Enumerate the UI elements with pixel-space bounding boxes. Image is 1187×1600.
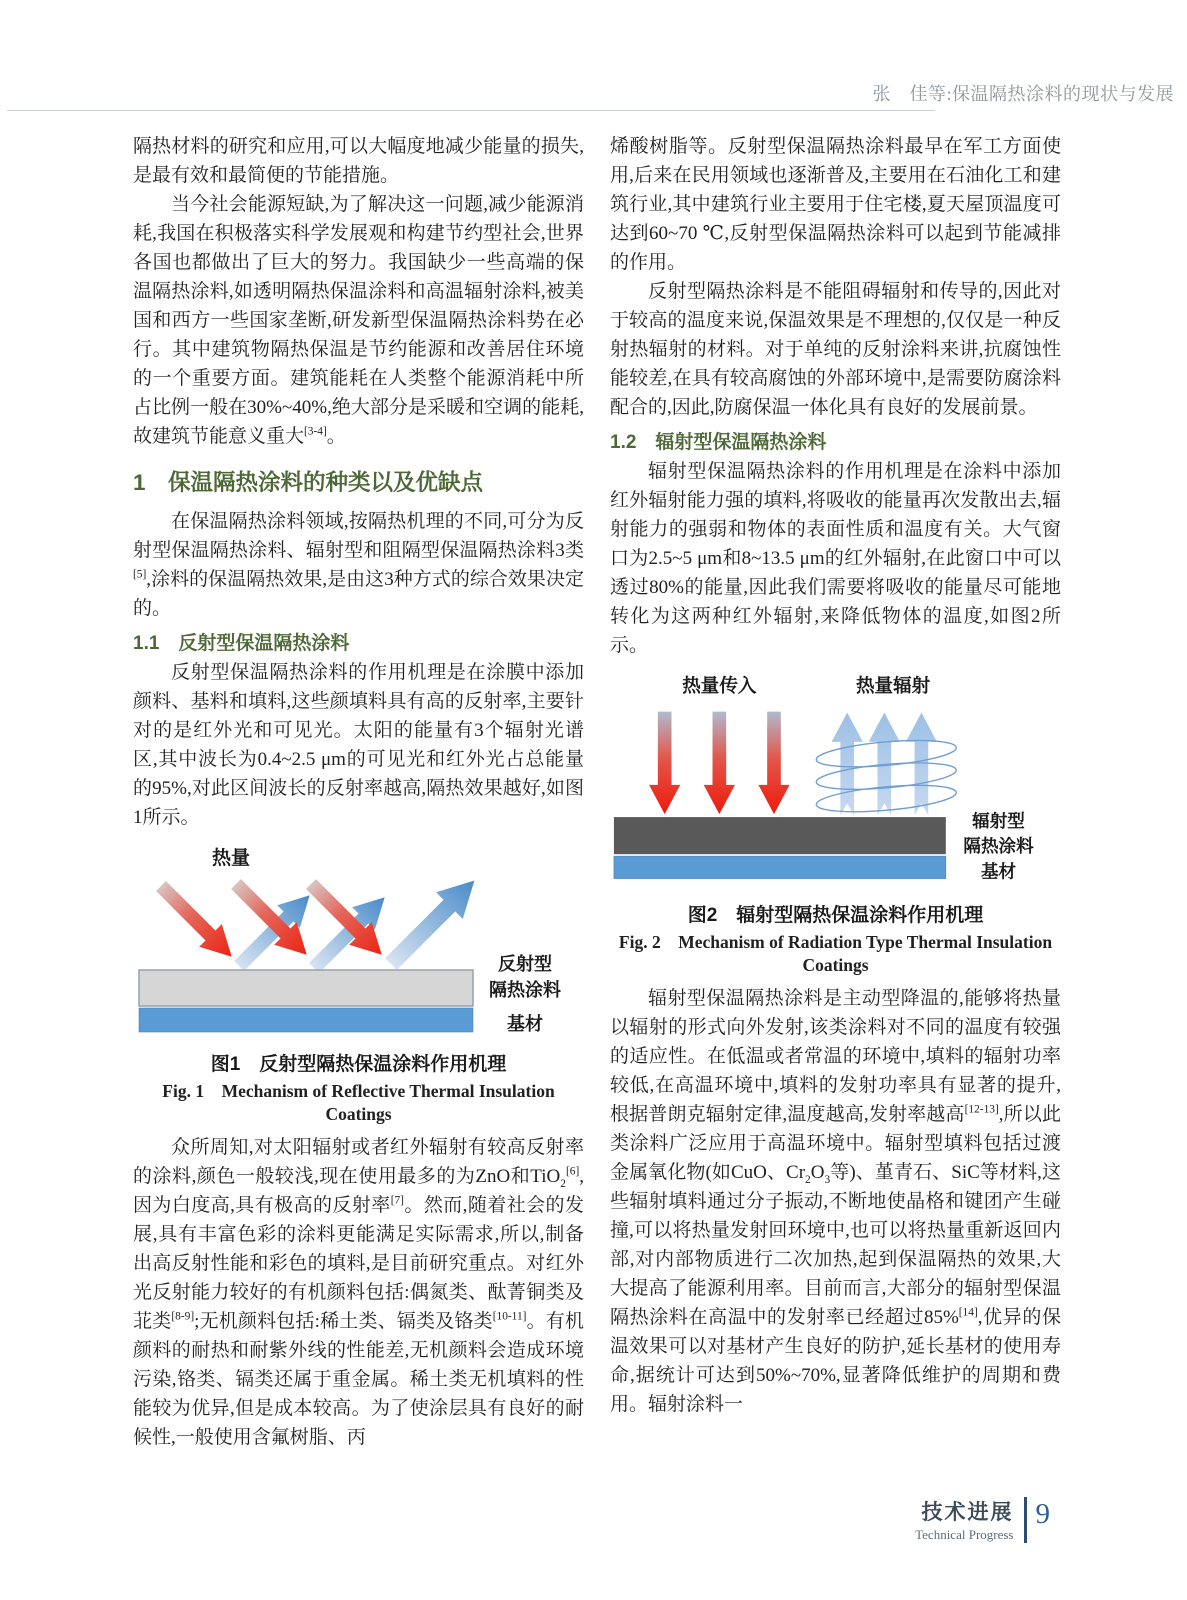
figure-2-diagram — [610, 666, 1061, 894]
fig1-substrate-label: 基材 — [507, 1014, 543, 1034]
heat-radiation-arrow-blue — [832, 713, 863, 815]
figure-2-radiation-mechanism — [610, 666, 1061, 976]
two-column-body — [133, 132, 1061, 1452]
paragraph-radiation-fillers: 辐射型保温隔热涂料是主动型降温的,能够将热量以辐射的形式向外发射,该类涂料对不同的温度有较强的适应性。在低温或者常温的环境中,填料的辐射功率较低,在高温环境中,填料的发射功率具有显著的提升,根据普朗克辐射定律,温度越高,发射率越高[12-13],所以此类涂料广泛应用于高温环境中。辐射型填料包括过渡金属氧化物(如CuO、$Cr_2O_3$等)、堇青石、SiC等材料,这些辐射填料通过分子振动,不断地使晶格和键团产生碰撞,可以将热量发射回环境中,也可以将热量重新返回内部,对内部物质进行二次加热,起到保温隔热的效果,大大提高了能源利用率。目前而言,大部分的辐射型保温隔热涂料在高温中的发射率已经超过85%[14],优异的保温效果可以对基材产生良好的防护,延长基材的使用寿命,据统计可达到50%~70%,显著降低维护的周期和费用。辐射涂料一 — [610, 988, 1061, 1415]
fig2-heat-rad-label: 热量辐射 — [856, 676, 931, 698]
incident-arrow-red — [300, 873, 393, 966]
paragraph-energy-shortage: 当今社会能源短缺,为了解决这一问题,减少能源消耗,我国在积极落实科学发展观和构建节约型社会,世界各国也都做出了巨大的努力。我国缺少一些高端的保温隔热涂料,如透明隔热保温涂料和高温辐射涂料,被美国和西方一些国家垄断,研发新型保温隔热涂料势在必行。其中建筑物隔热保温是节约能源和改善居住环境的一个重要方面。建筑能耗在人类整个能源消耗中所占比例一般在30%~40%,绝大部分是采暖和空调的能耗,故建筑节能意义重大[3-4]。 — [133, 194, 584, 447]
figure-2-caption-en: Fig. 2 Mechanism of Radiation Type Thermal Insulation — [618, 932, 1053, 952]
reflected-arrow-blue — [378, 867, 488, 977]
incident-arrow-red — [225, 873, 318, 966]
footer-section-labels — [915, 1496, 1013, 1543]
left-column — [133, 132, 584, 1452]
right-column — [610, 132, 1061, 1452]
subsection-heading-1-2: 1.2 辐射型保温隔热涂料 — [610, 432, 827, 453]
page-footer — [915, 1496, 1050, 1543]
coating-layer — [139, 970, 473, 1006]
reflected-arrow-blue — [303, 886, 396, 979]
fig1-coating-label-line2: 隔热涂料 — [489, 980, 561, 1000]
header-rule — [7, 110, 935, 111]
fig2-heat-in-label: 热量传入 — [682, 676, 757, 698]
heat-in-arrow-red — [704, 712, 735, 815]
figure-2-caption-cn: 图2 辐射型隔热保温涂料作用机理 — [687, 905, 984, 926]
incident-arrow-red — [150, 875, 243, 968]
footer-section-en: Technical Progress — [915, 1527, 1014, 1542]
figure-1-caption-cn: 图1 反射型隔热保温涂料作用机理 — [210, 1054, 507, 1075]
page-number: 9 — [1035, 1498, 1050, 1530]
figure-1-diagram — [133, 838, 584, 1043]
section-heading-1: 1 保温隔热涂料的种类以及优缺点 — [133, 470, 484, 495]
footer-divider — [1024, 1497, 1027, 1543]
figure-2-caption-en-line2: Coatings — [802, 955, 869, 975]
paragraph-pigments: 众所周知,对太阳辐射或者红外辐射有较高反射率的涂料,颜色一般较浅,现在使用最多的为ZnO和TiO$_2$[6],因为白度高,具有极高的反射率[7]。然而,随着社会的发展,具有丰富色彩的涂料更能满足实际需求,所以,制备出高反射性能和彩色的填料,是目前研究重点。对红外光反射能力较好的有机颜料包括:偶氮类、酞菁铜类及苝类[8-9];无机颜料包括:稀土类、镉类及铬类[10-11]。有机颜料的耐热和耐紫外线的性能差,无机颜料会造成环境污染,铬类、镉类还属于重金属。稀土类无机填料的性能较为优异,但是成本较高。为了使涂层具有良好的耐候性,一般使用含氟树脂、丙 — [133, 1137, 584, 1448]
figure-1-caption-en-line2: Coatings — [325, 1104, 392, 1124]
substrate-layer — [139, 1008, 473, 1032]
paragraph-resin-cont: 烯酸树脂等。反射型保温隔热涂料最早在军工方面使用,后来在民用领域也逐渐普及,主要用在石油化工和建筑行业,其中建筑行业主要用于住宅楼,夏天屋顶温度可达到60~70 ℃,反射型保温隔热涂料可以起到节能减排的作用。 — [610, 136, 1061, 273]
fig1-coating-label-line1: 反射型 — [498, 954, 552, 974]
running-header — [873, 80, 1175, 106]
paragraph-reflective-limits: 反射型隔热涂料是不能阻碍辐射和传导的,因此对于较高的温度来说,保温效果是不理想的,仅仅是一种反射热辐射的材料。对于单纯的反射涂料来讲,抗腐蚀性能较差,在具有较高腐蚀的外部环境中,是需要防腐涂料配合的,因此,防腐保温一体化具有良好的发展前景。 — [610, 281, 1061, 418]
fig2-coating-label-line2: 隔热涂料 — [963, 836, 1034, 857]
fig2-substrate-label: 基材 — [980, 861, 1017, 882]
coating-layer — [614, 817, 946, 854]
fig1-heat-label: 热量 — [211, 848, 251, 869]
paragraph-radiation-mechanism: 辐射型保温隔热涂料的作用机理是在涂料中添加红外辐射能力强的填料,将吸收的能量再次发散出去,辐射能力的强弱和物体的表面性质和温度有关。大气窗口为2.5~5 μm和8~13.5 μm的红外辐射,在此窗口中可以透过80%的能量,因此我们需要将吸收的能量尽可能地转化为这两种红外辐射,来降低物体的温度,如图2所示。 — [610, 461, 1061, 656]
fig2-coating-label-line1: 辐射型 — [972, 810, 1025, 831]
footer-section-cn: 技术进展 — [921, 1501, 1014, 1524]
heat-in-arrow-red — [758, 712, 789, 815]
running-header-text: 张 佳等:保温隔热涂料的现状与发展 — [872, 84, 1174, 104]
heat-in-arrow-red — [649, 712, 680, 815]
paragraph-classification: 在保温隔热涂料领域,按隔热机理的不同,可分为反射型保温隔热涂料、辐射型和阻隔型保温隔热涂料3类[5],涂料的保温隔热效果,是由这3种方式的综合效果决定的。 — [133, 511, 584, 619]
paragraph-intro-cont: 隔热材料的研究和应用,可以大幅度地减少能量的损失,是最有效和最简便的节能措施。 — [133, 136, 584, 186]
subsection-heading-1-1: 1.1 反射型保温隔热涂料 — [133, 633, 350, 654]
paragraph-reflective-mechanism: 反射型保温隔热涂料的作用机理是在涂膜中添加颜料、基料和填料,这些颜填料具有高的反射率,主要针对的是红外光和可见光。太阳的能量有3个辐射光谱区,其中波长为0.4~2.5 μm的可见光和红外光占总能量的95%,对此区间波长的反射率越高,隔热效果越好,如图1所示。 — [133, 662, 584, 828]
figure-1-reflective-mechanism — [133, 838, 584, 1125]
figure-1-caption-en: Fig. 1 Mechanism of Reflective Thermal Insulation — [162, 1081, 555, 1101]
substrate-layer — [614, 856, 946, 878]
